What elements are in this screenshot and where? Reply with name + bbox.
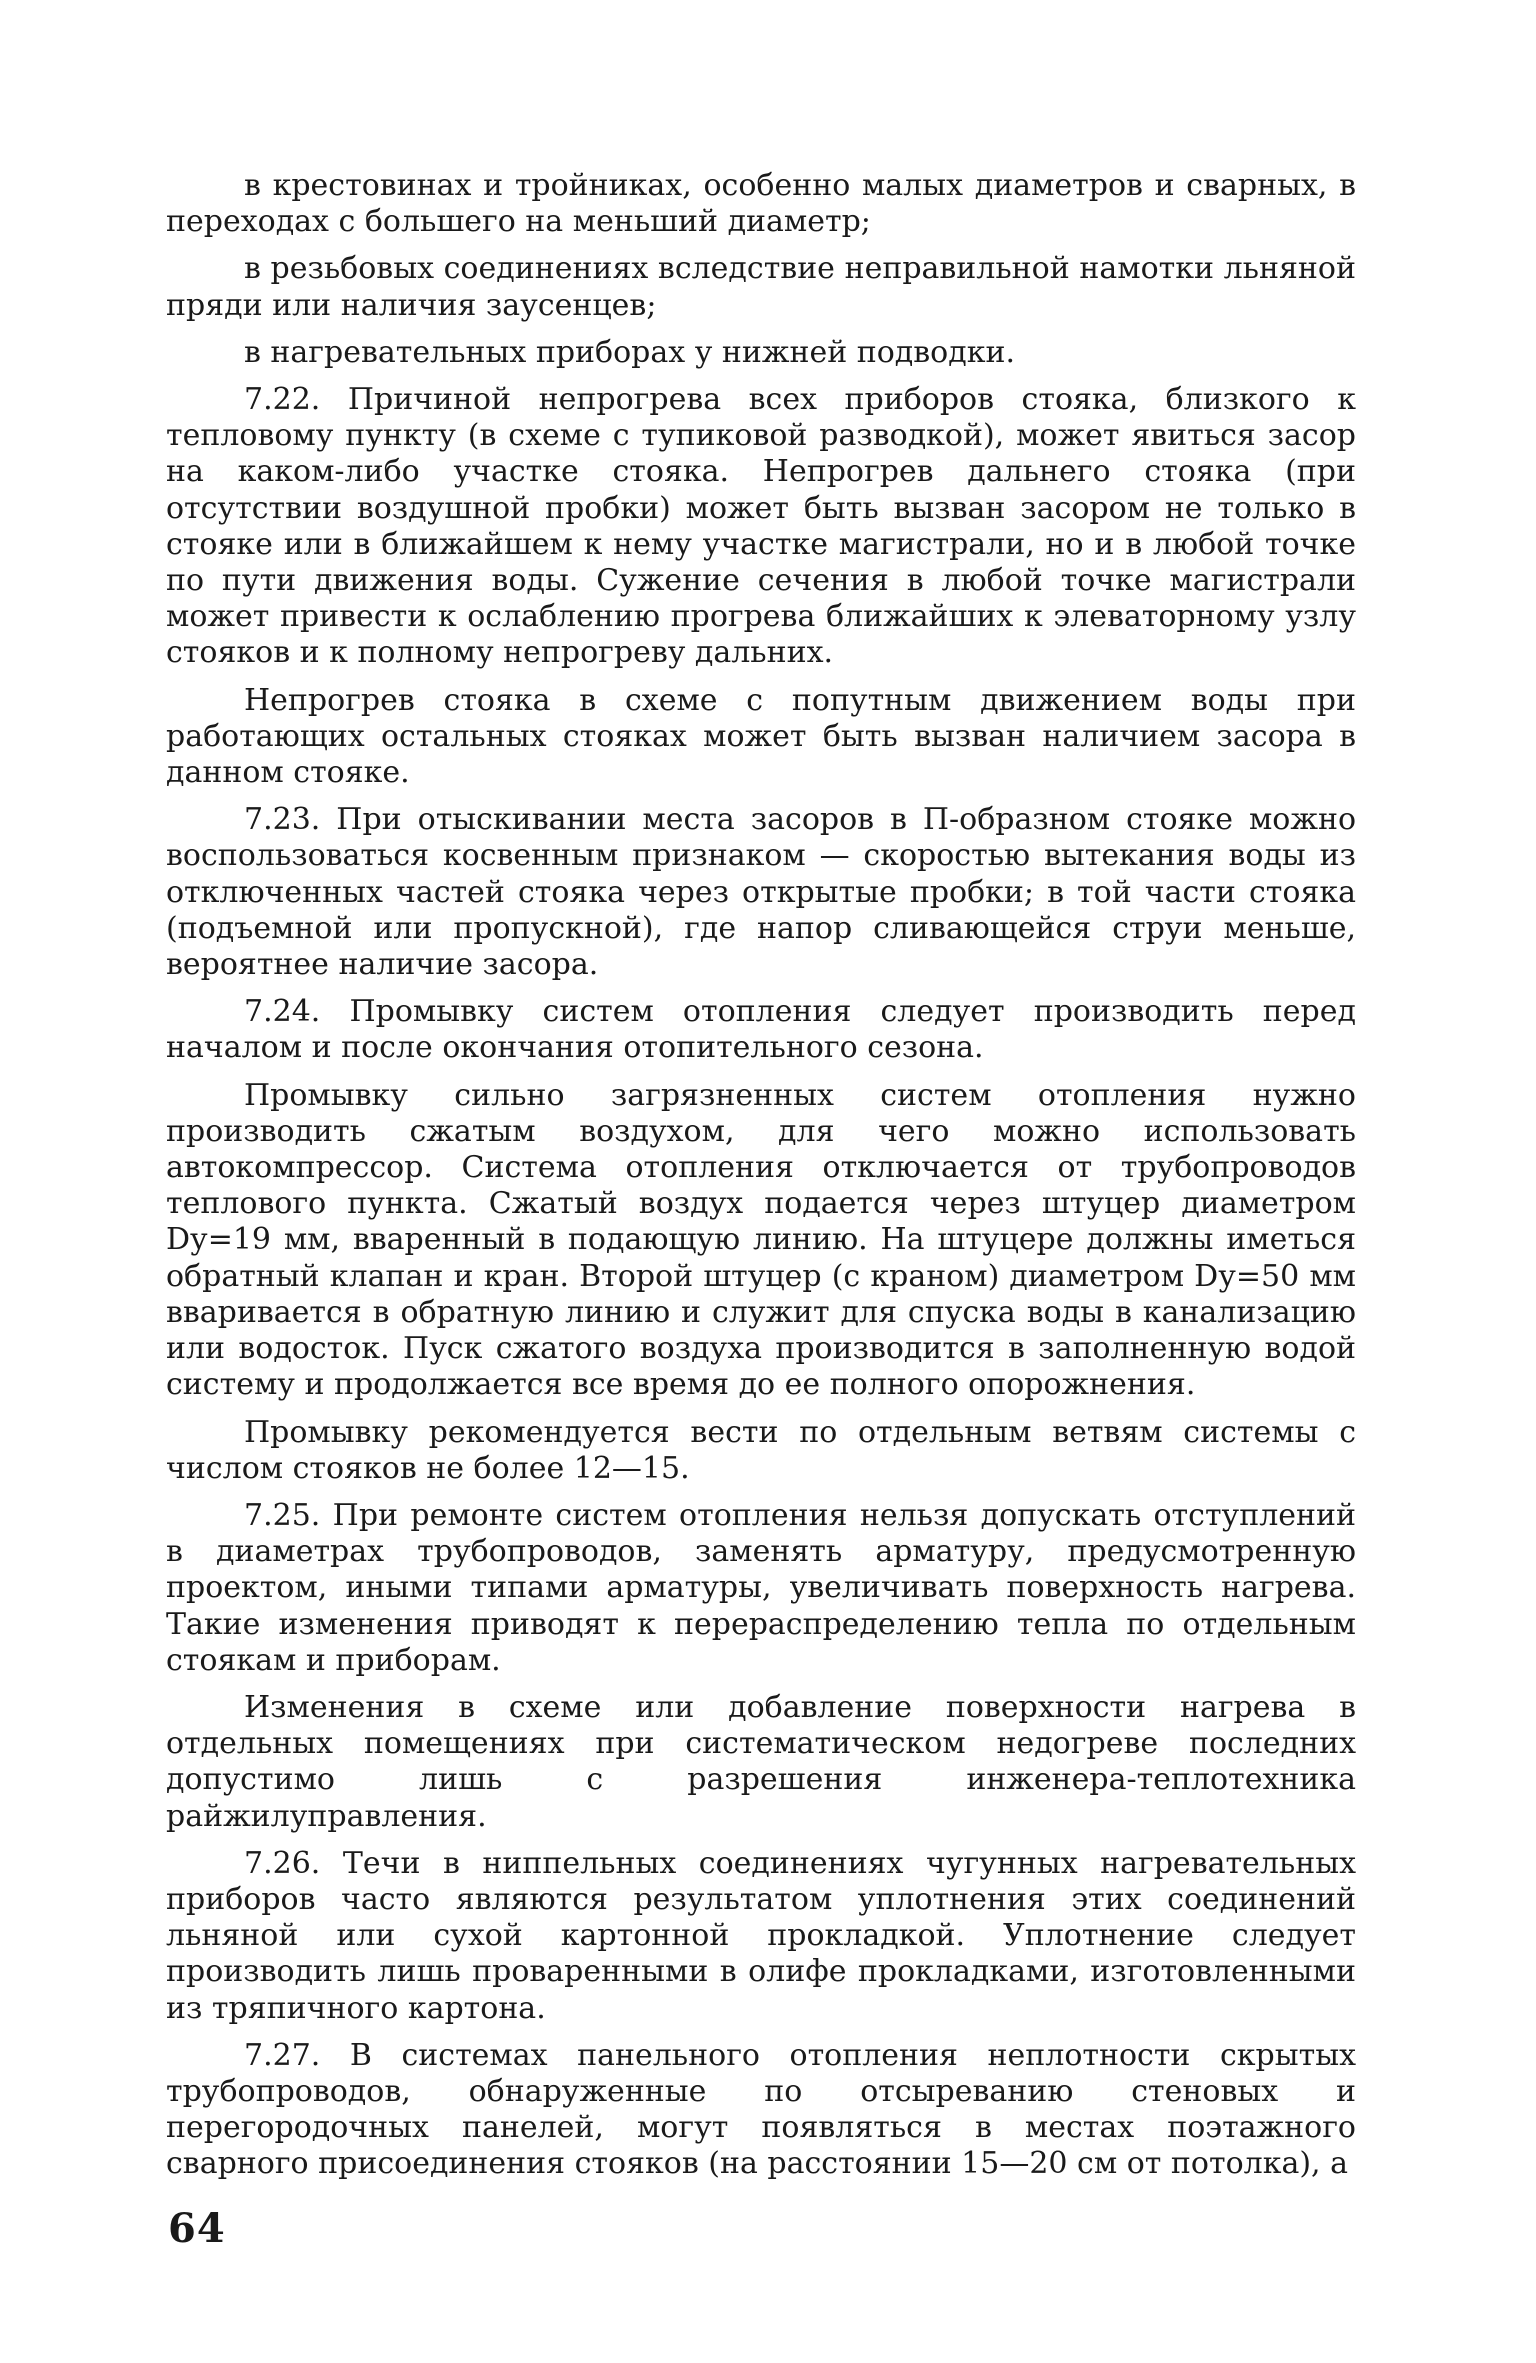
paragraph-crosses-tees: в крестовинах и тройниках, особенно малых диаметров и сварных, в переходах с большего на меньший диаметр; <box>166 168 1356 240</box>
paragraph-heaters-bottom: в нагревательных приборах у нижней подводки. <box>244 334 1015 370</box>
paragraph-7-24: 7.24. Промывку систем отопления следует производить перед началом и после окончания отопительного сезона. <box>166 994 1356 1066</box>
paragraph-7-23: 7.23. При отыскивании места засоров в П-образном стояке можно воспользоваться косвенным признаком — скоростью вытекания воды из отключенных частей стояка через открытые пробки; в той части стояка (подъемной или пропускной), где напор сливающейся струи меньше, вероятнее наличие засора. <box>166 802 1356 983</box>
paragraph-7-27: 7.27. В системах панельного отопления неплотности скрытых трубопроводов, обнаруженные по отсыреванию стеновых и перегородочных панелей, могут появляться в местах поэтажного сварного присоединения стояков (на расстоянии 15—20 см от потолка), а <box>166 2037 1356 2182</box>
paragraph-flush-branches: Промывку рекомендуется вести по отдельным ветвям системы с числом стояков не более 12—15. <box>166 1414 1356 1486</box>
paragraph-scheme-changes: Изменения в схеме или добавление поверхности нагрева в отдельных помещениях при систематическом недогреве последних допустимо лишь с разрешения инженера-теплотехника райжилуправления. <box>166 1689 1356 1834</box>
paragraph-compressed-air-flush: Промывку сильно загрязненных систем отопления нужно производить сжатым воздухом, для чего можно использовать автокомпрессор. Система отопления отключается от трубопроводов теплового пункта. Сжатый воздух подается через штуцер диаметром Dу=19 мм, вваренный в подающую линию. На штуцере должны иметься обратный клапан и кран. Второй штуцер (с краном) диаметром Dу=50 мм вваривается в обратную линию и служит для спуска воды в канализацию или водосток. Пуск сжатого воздуха производится в заполненную водой систему и продолжается все время до ее полного опорожнения. <box>166 1077 1356 1403</box>
body-text <box>166 168 1356 2183</box>
paragraph-7-25: 7.25. При ремонте систем отопления нельзя допускать отступлений в диаметрах трубопроводов, заменять арматуру, предусмотренную проектом, иными типами арматуры, увеличивать поверхность нагрева. Такие изменения приводят к перераспределению тепла по отдельным стоякам и приборам. <box>166 1497 1356 1678</box>
paragraph-7-22: 7.22. Причиной непрогрева всех приборов стояка, близкого к тепловому пункту (в схеме с тупиковой разводкой), может явиться засор на каком-либо участке стояка. Непрогрев дальнего стояка (при отсутствии воздушной пробки) может быть вызван засором не только в стояке или в ближайшем к нему участке магистрали, но и в любой точке по пути движения воды. Сужение сечения в любой точке магистрали может привести к ослаблению прогрева ближайших к элеваторному узлу стояков и к полному непрогреву дальних. <box>166 382 1356 671</box>
paragraph-threaded-joints: в резьбовых соединениях вследствие неправильной намотки льняной пряди или наличия заусенцев; <box>166 251 1356 323</box>
paragraph-7-26: 7.26. Течи в ниппельных соединениях чугунных нагревательных приборов часто являются результатом уплотнения этих соединений льняной или сухой картонной прокладкой. Уплотнение следует производить лишь проваренными в олифе прокладками, изготовленными из тряпичного картона. <box>166 1845 1356 2026</box>
paragraph-passing-flow: Непрогрев стояка в схеме с попутным движением воды при работающих остальных стояках может быть вызван наличием засора в данном стояке. <box>166 682 1356 791</box>
page-number: 64 <box>168 2205 226 2252</box>
